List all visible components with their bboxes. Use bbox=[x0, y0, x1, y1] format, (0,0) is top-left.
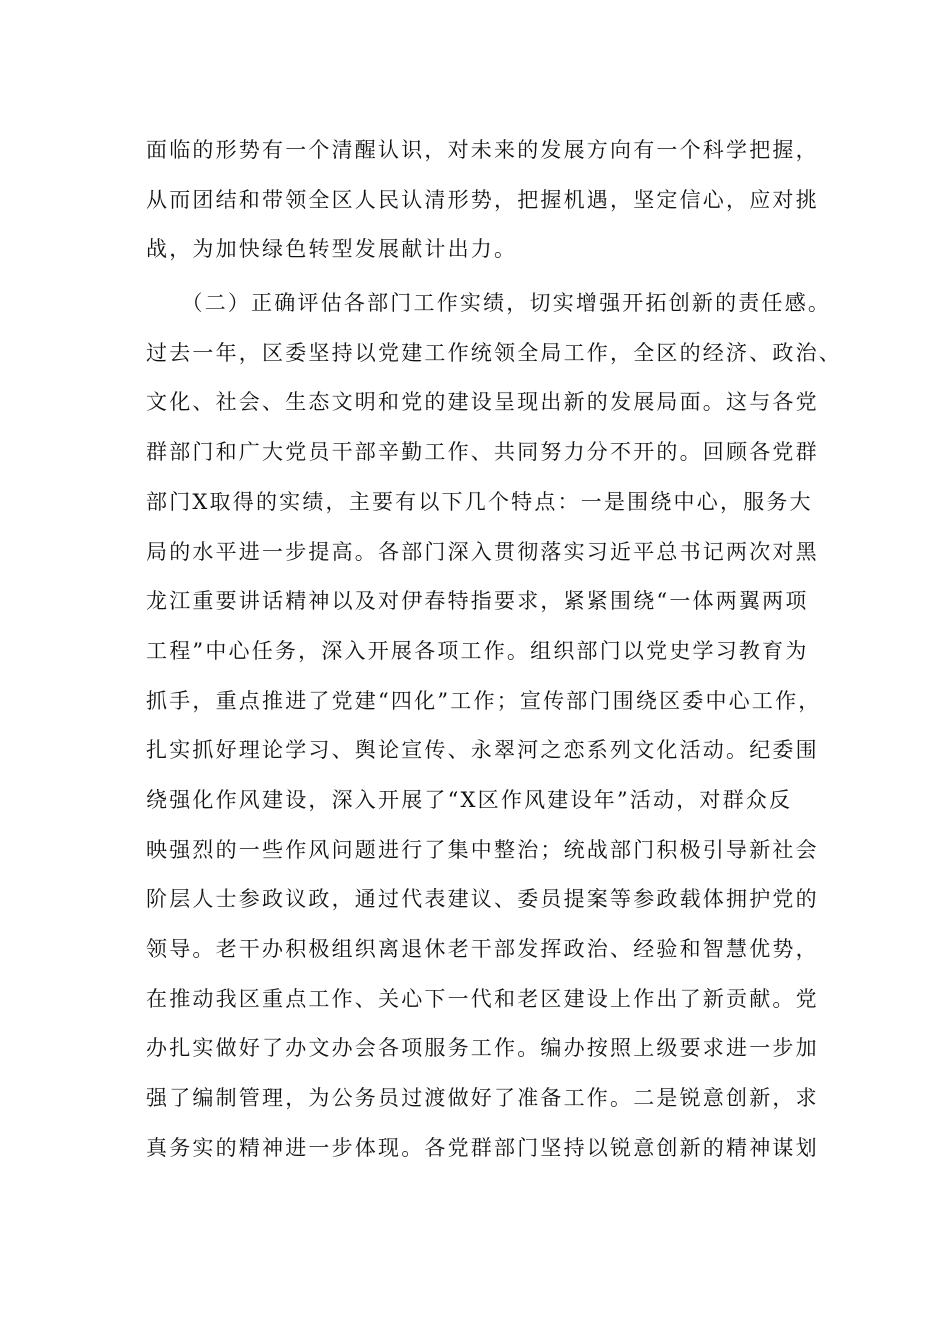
section-heading-line: （二）正确评估各部门工作实绩，切实增强开拓创新的责任感。 bbox=[146, 291, 832, 316]
body-text bbox=[146, 126, 842, 1173]
text-line-18: 在推动我区重点工作、关心下一代和老区建设上作出了新贡献。党 bbox=[146, 986, 819, 1011]
text-line-3: 战，为加快绿色转型发展献计出力。 bbox=[146, 237, 518, 262]
text-line-5: 过去一年，区委坚持以党建工作统领全局工作，全区的经济、政治、 bbox=[146, 340, 842, 365]
text-line-1: 面临的形势有一个清醒认识，对未来的发展方向有一个科学把握， bbox=[146, 138, 819, 162]
text-line-13: 扎实抓好理论学习、舆论宣传、永翠河之恋系列文化活动。纪委围 bbox=[146, 738, 819, 763]
text-line-10: 龙江重要讲话精神以及对伊春特指要求，紧紧围绕“一体两翼两项 bbox=[146, 589, 809, 614]
text-line-9: 局的水平进一步提高。各部门深入贯彻落实习近平总书记两次对黑 bbox=[146, 539, 819, 564]
text-line-7: 群部门和广大党员干部辛勤工作、共同努力分不开的。回顾各党群 bbox=[146, 440, 819, 465]
text-line-2: 从而团结和带领全区人民认清形势，把握机遇，坚定信心，应对挑 bbox=[146, 187, 819, 212]
text-line-16: 阶层人士参政议政，通过代表建议、委员提案等参政载体拥护党的 bbox=[146, 887, 819, 912]
text-line-11: 工程”中心任务，深入开展各项工作。组织部门以党史学习教育为 bbox=[146, 638, 809, 663]
text-line-12: 抓手，重点推进了党建“四化”工作；宣传部门围绕区委中心工作， bbox=[146, 688, 822, 713]
text-line-14: 绕强化作风建设，深入开展了“X区作风建设年”活动，对群众反 bbox=[146, 787, 793, 812]
text-line-6: 文化、社会、生态文明和党的建设呈现出新的发展局面。这与各党 bbox=[146, 390, 819, 415]
text-line-20: 强了编制管理，为公务员过渡做好了准备工作。二是锐意创新，求 bbox=[146, 1086, 819, 1111]
text-line-8: 部门X取得的实绩，主要有以下几个特点：一是围绕中心，服务大 bbox=[146, 489, 813, 514]
text-line-21: 真务实的精神进一步体现。各党群部门坚持以锐意创新的精神谋划 bbox=[146, 1135, 819, 1160]
text-line-19: 办扎实做好了办文办会各项服务工作。编办按照上级要求进一步加 bbox=[146, 1036, 819, 1061]
text-line-17: 领导。老干办积极组织离退休老干部发挥政治、经验和智慧优势， bbox=[146, 937, 819, 961]
text-line-15: 映强烈的一些作风问题进行了集中整治；统战部门积极引导新社会 bbox=[146, 837, 819, 862]
